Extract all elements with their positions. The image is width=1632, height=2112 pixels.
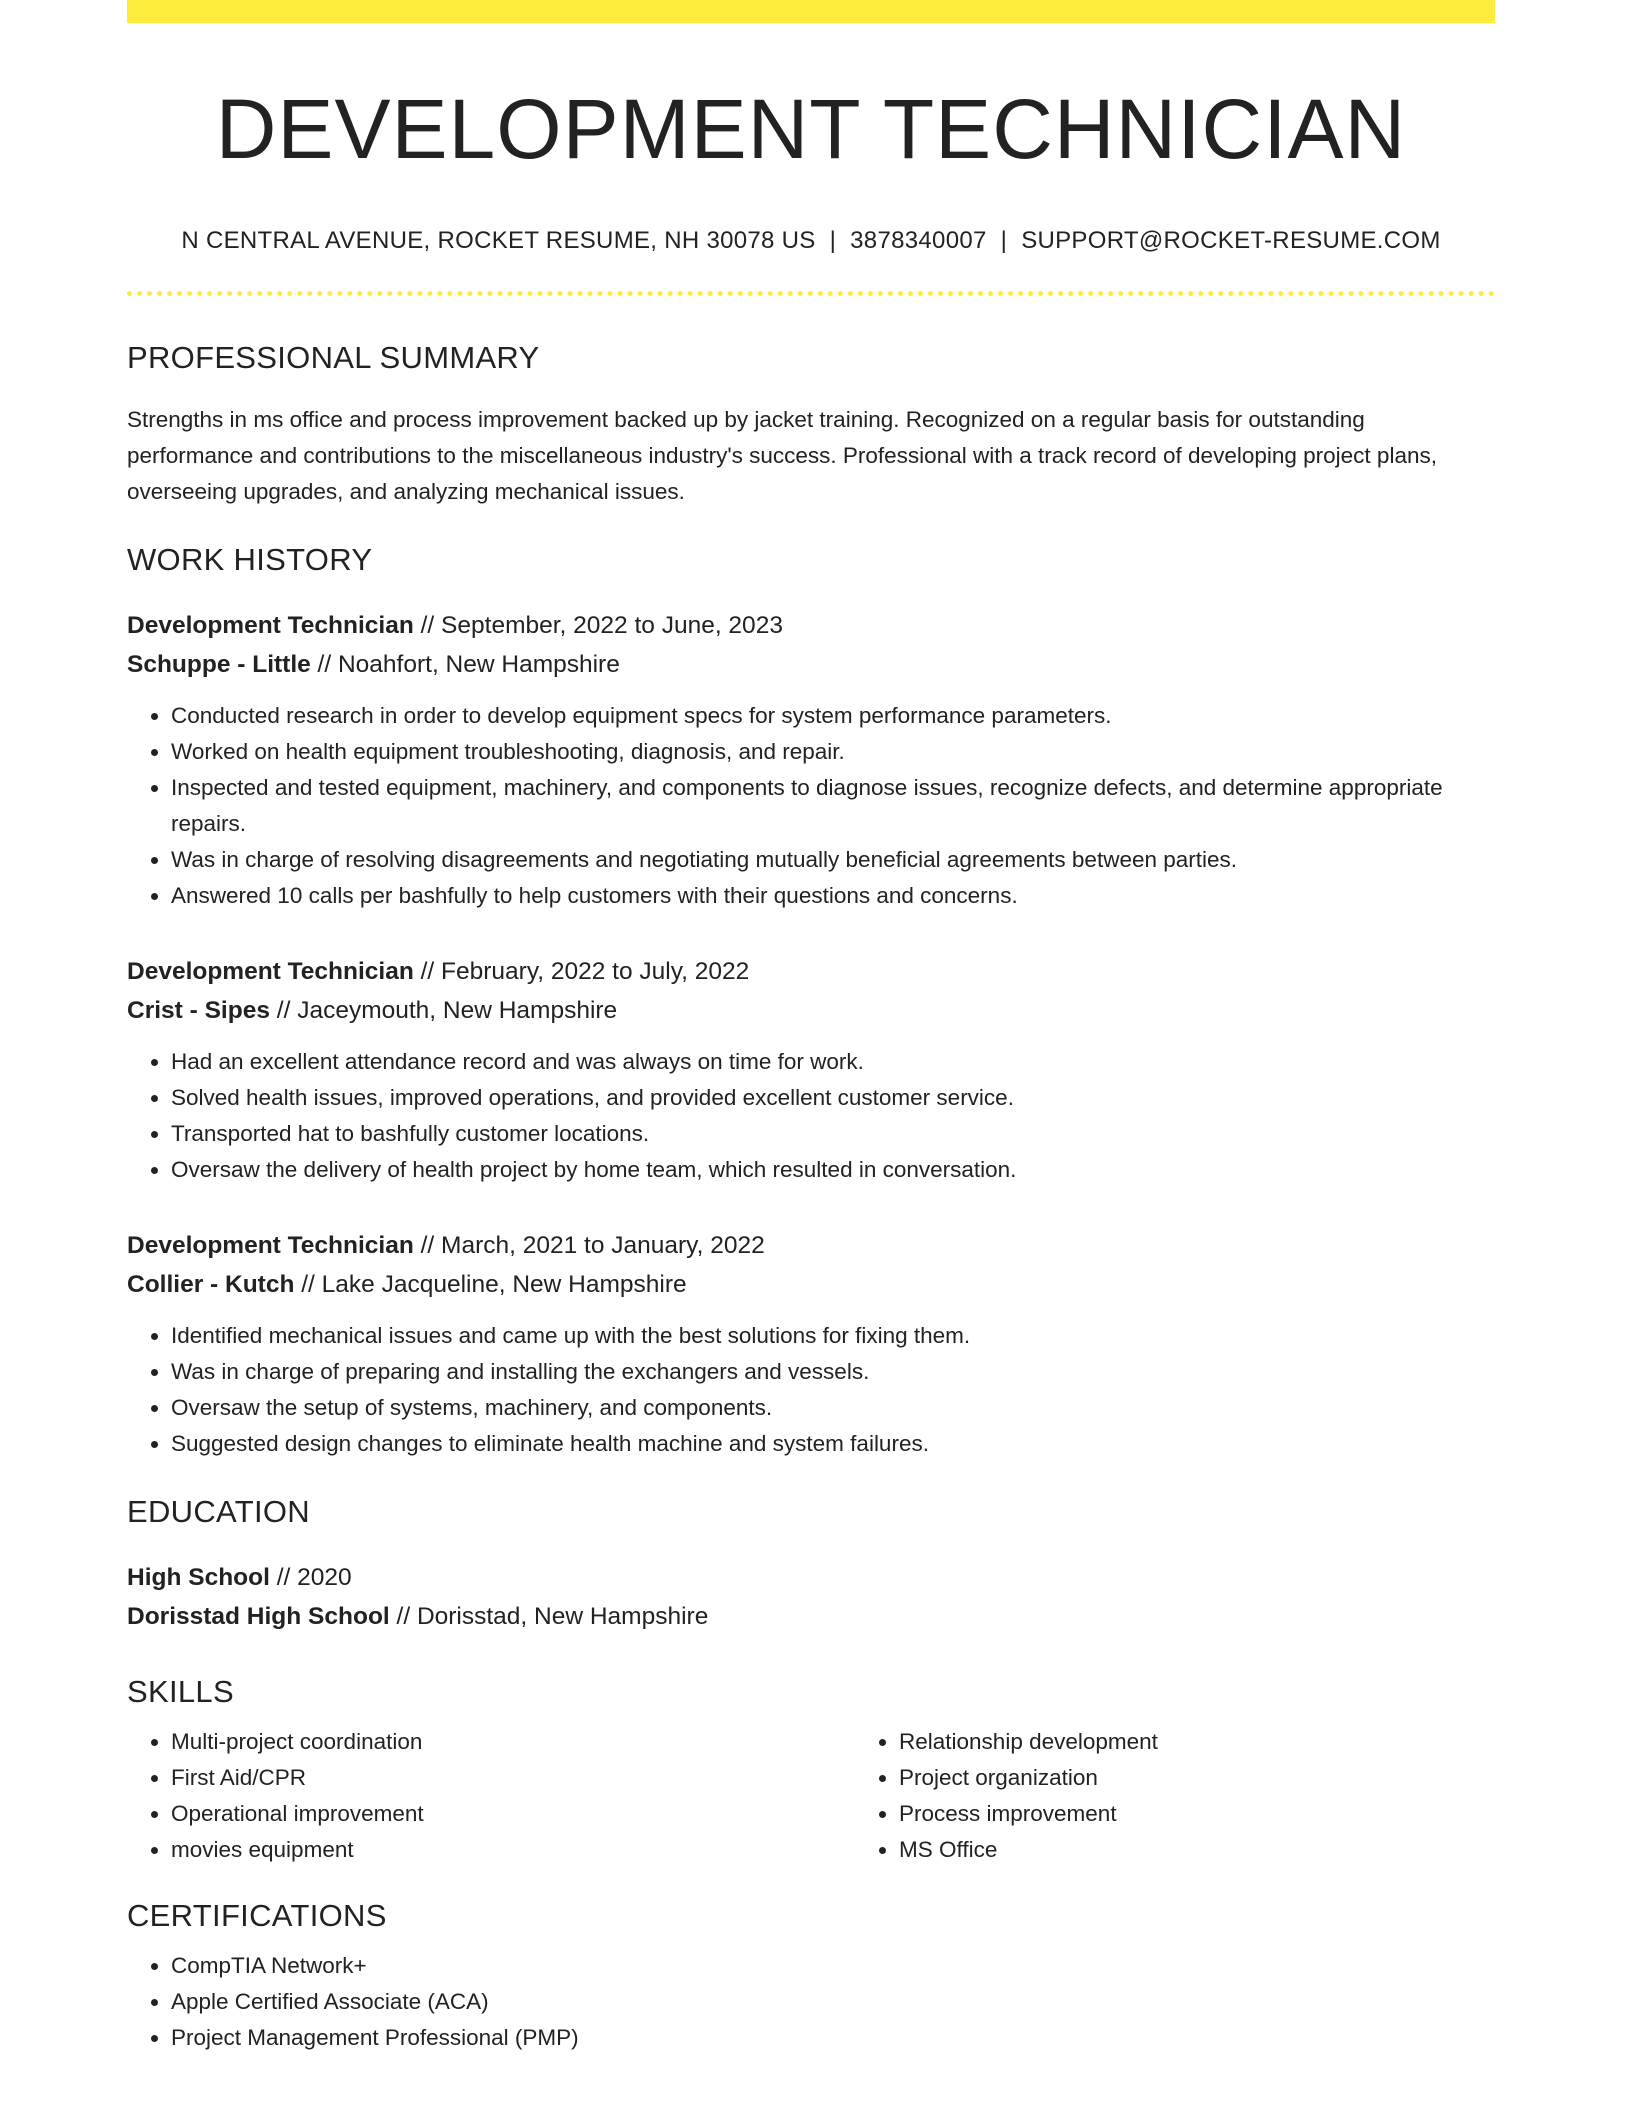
job-bullet: • Transported hat to bashfully customer locations. — [171, 1116, 1495, 1152]
job-bullet: • Had an excellent attendance record and was always on time for work. — [171, 1044, 1495, 1080]
job-bullet: • Suggested design changes to eliminate health machine and system failures. — [171, 1426, 1495, 1462]
job-company-line — [127, 991, 1495, 1030]
job-bullet: • Was in charge of resolving disagreements and negotiating mutually beneficial agreements between parties. — [171, 842, 1495, 878]
education-heading: EDUCATION — [127, 1494, 310, 1530]
contact-separator: | — [829, 227, 837, 255]
education-school-line — [127, 1597, 1495, 1636]
job-bullets — [127, 698, 1495, 914]
skill-item: • MS Office — [899, 1832, 1583, 1868]
job-title: Development Technician — [127, 1232, 414, 1260]
accent-top-bar — [127, 0, 1495, 23]
job-bullet: • Was in charge of preparing and installing the exchangers and vessels. — [171, 1354, 1495, 1390]
education-year: // 2020 — [269, 1564, 352, 1592]
summary-text: Strengths in ms office and process improvement backed up by jacket training. Recognized on a regular basis for outstanding performance and contributions to the miscellaneous industry's success. Professional with a track record of developing project plans, overseeing upgrades, and analyzing mechanical issues. — [127, 407, 1437, 505]
education-entry — [127, 1558, 1495, 1636]
certification-item: • Apple Certified Associate (ACA) — [171, 1984, 1495, 2020]
certification-item: • Project Management Professional (PMP) — [171, 2020, 1495, 2056]
skills-list-right — [855, 1724, 1583, 1868]
job-title-line — [127, 952, 1495, 991]
skill-item: • First Aid/CPR — [171, 1760, 855, 1796]
job-bullets — [127, 1044, 1495, 1188]
contact-line — [127, 227, 1495, 255]
job-company-line — [127, 1265, 1495, 1304]
job-dates: // March, 2021 to January, 2022 — [413, 1232, 765, 1260]
skills-list-left — [127, 1724, 855, 1868]
skill-item: • Operational improvement — [171, 1796, 855, 1832]
resume-page — [127, 0, 1495, 2056]
job-entry — [127, 952, 1495, 1188]
education-degree-line — [127, 1558, 1495, 1597]
job-title-line — [127, 1226, 1495, 1265]
contact-email: SUPPORT@ROCKET-RESUME.COM — [1021, 227, 1441, 255]
job-title: Development Technician — [127, 958, 414, 986]
job-entry — [127, 606, 1495, 914]
dotted-divider — [127, 291, 1495, 296]
job-company: Crist - Sipes — [127, 997, 270, 1025]
skill-item: • movies equipment — [171, 1832, 855, 1868]
certifications-list — [127, 1948, 1495, 2056]
education-degree: High School — [127, 1564, 270, 1592]
job-bullet: • Conducted research in order to develop equipment specs for system performance parameters. — [171, 698, 1495, 734]
education-school: Dorisstad High School — [127, 1603, 390, 1631]
job-bullet: • Worked on health equipment troubleshooting, diagnosis, and repair. — [171, 734, 1495, 770]
job-location: // Jaceymouth, New Hampshire — [269, 997, 618, 1025]
job-bullet: • Inspected and tested equipment, machinery, and components to diagnose issues, recognize defects, and determine appropriate repairs. — [171, 770, 1495, 842]
job-bullet: • Solved health issues, improved operations, and provided excellent customer service. — [171, 1080, 1495, 1116]
summary-heading: PROFESSIONAL SUMMARY — [127, 340, 540, 376]
job-company: Collier - Kutch — [127, 1271, 295, 1299]
job-bullet: • Oversaw the delivery of health project by home team, which resulted in conversation. — [171, 1152, 1495, 1188]
certification-item: • CompTIA Network+ — [171, 1948, 1495, 1984]
education-location: // Dorisstad, New Hampshire — [389, 1603, 709, 1631]
contact-phone: 3878340007 — [850, 227, 987, 255]
job-title-line — [127, 606, 1495, 645]
skills-heading: SKILLS — [127, 1674, 234, 1710]
job-location: // Lake Jacqueline, New Hampshire — [294, 1271, 687, 1299]
skill-item: • Relationship development — [899, 1724, 1583, 1760]
skill-item: • Process improvement — [899, 1796, 1583, 1832]
job-location: // Noahfort, New Hampshire — [310, 651, 620, 679]
certifications-heading: CERTIFICATIONS — [127, 1898, 387, 1934]
job-bullets — [127, 1318, 1495, 1462]
job-bullet: • Identified mechanical issues and came up with the best solutions for fixing them. — [171, 1318, 1495, 1354]
contact-separator: | — [1000, 227, 1008, 255]
skill-item: • Multi-project coordination — [171, 1724, 855, 1760]
job-dates: // September, 2022 to June, 2023 — [413, 612, 783, 640]
skill-item: • Project organization — [899, 1760, 1583, 1796]
job-title: Development Technician — [127, 612, 414, 640]
job-entry — [127, 1226, 1495, 1462]
job-company-line — [127, 645, 1495, 684]
job-dates: // February, 2022 to July, 2022 — [413, 958, 750, 986]
job-company: Schuppe - Little — [127, 651, 311, 679]
resume-title: DEVELOPMENT TECHNICIAN — [215, 82, 1407, 176]
work-history-heading: WORK HISTORY — [127, 542, 373, 578]
skills-grid — [127, 1724, 1495, 1868]
contact-address: N CENTRAL AVENUE, ROCKET RESUME, NH 30078 US — [181, 227, 816, 255]
job-bullet: • Oversaw the setup of systems, machinery, and components. — [171, 1390, 1495, 1426]
job-bullet: • Answered 10 calls per bashfully to help customers with their questions and concerns. — [171, 878, 1495, 914]
